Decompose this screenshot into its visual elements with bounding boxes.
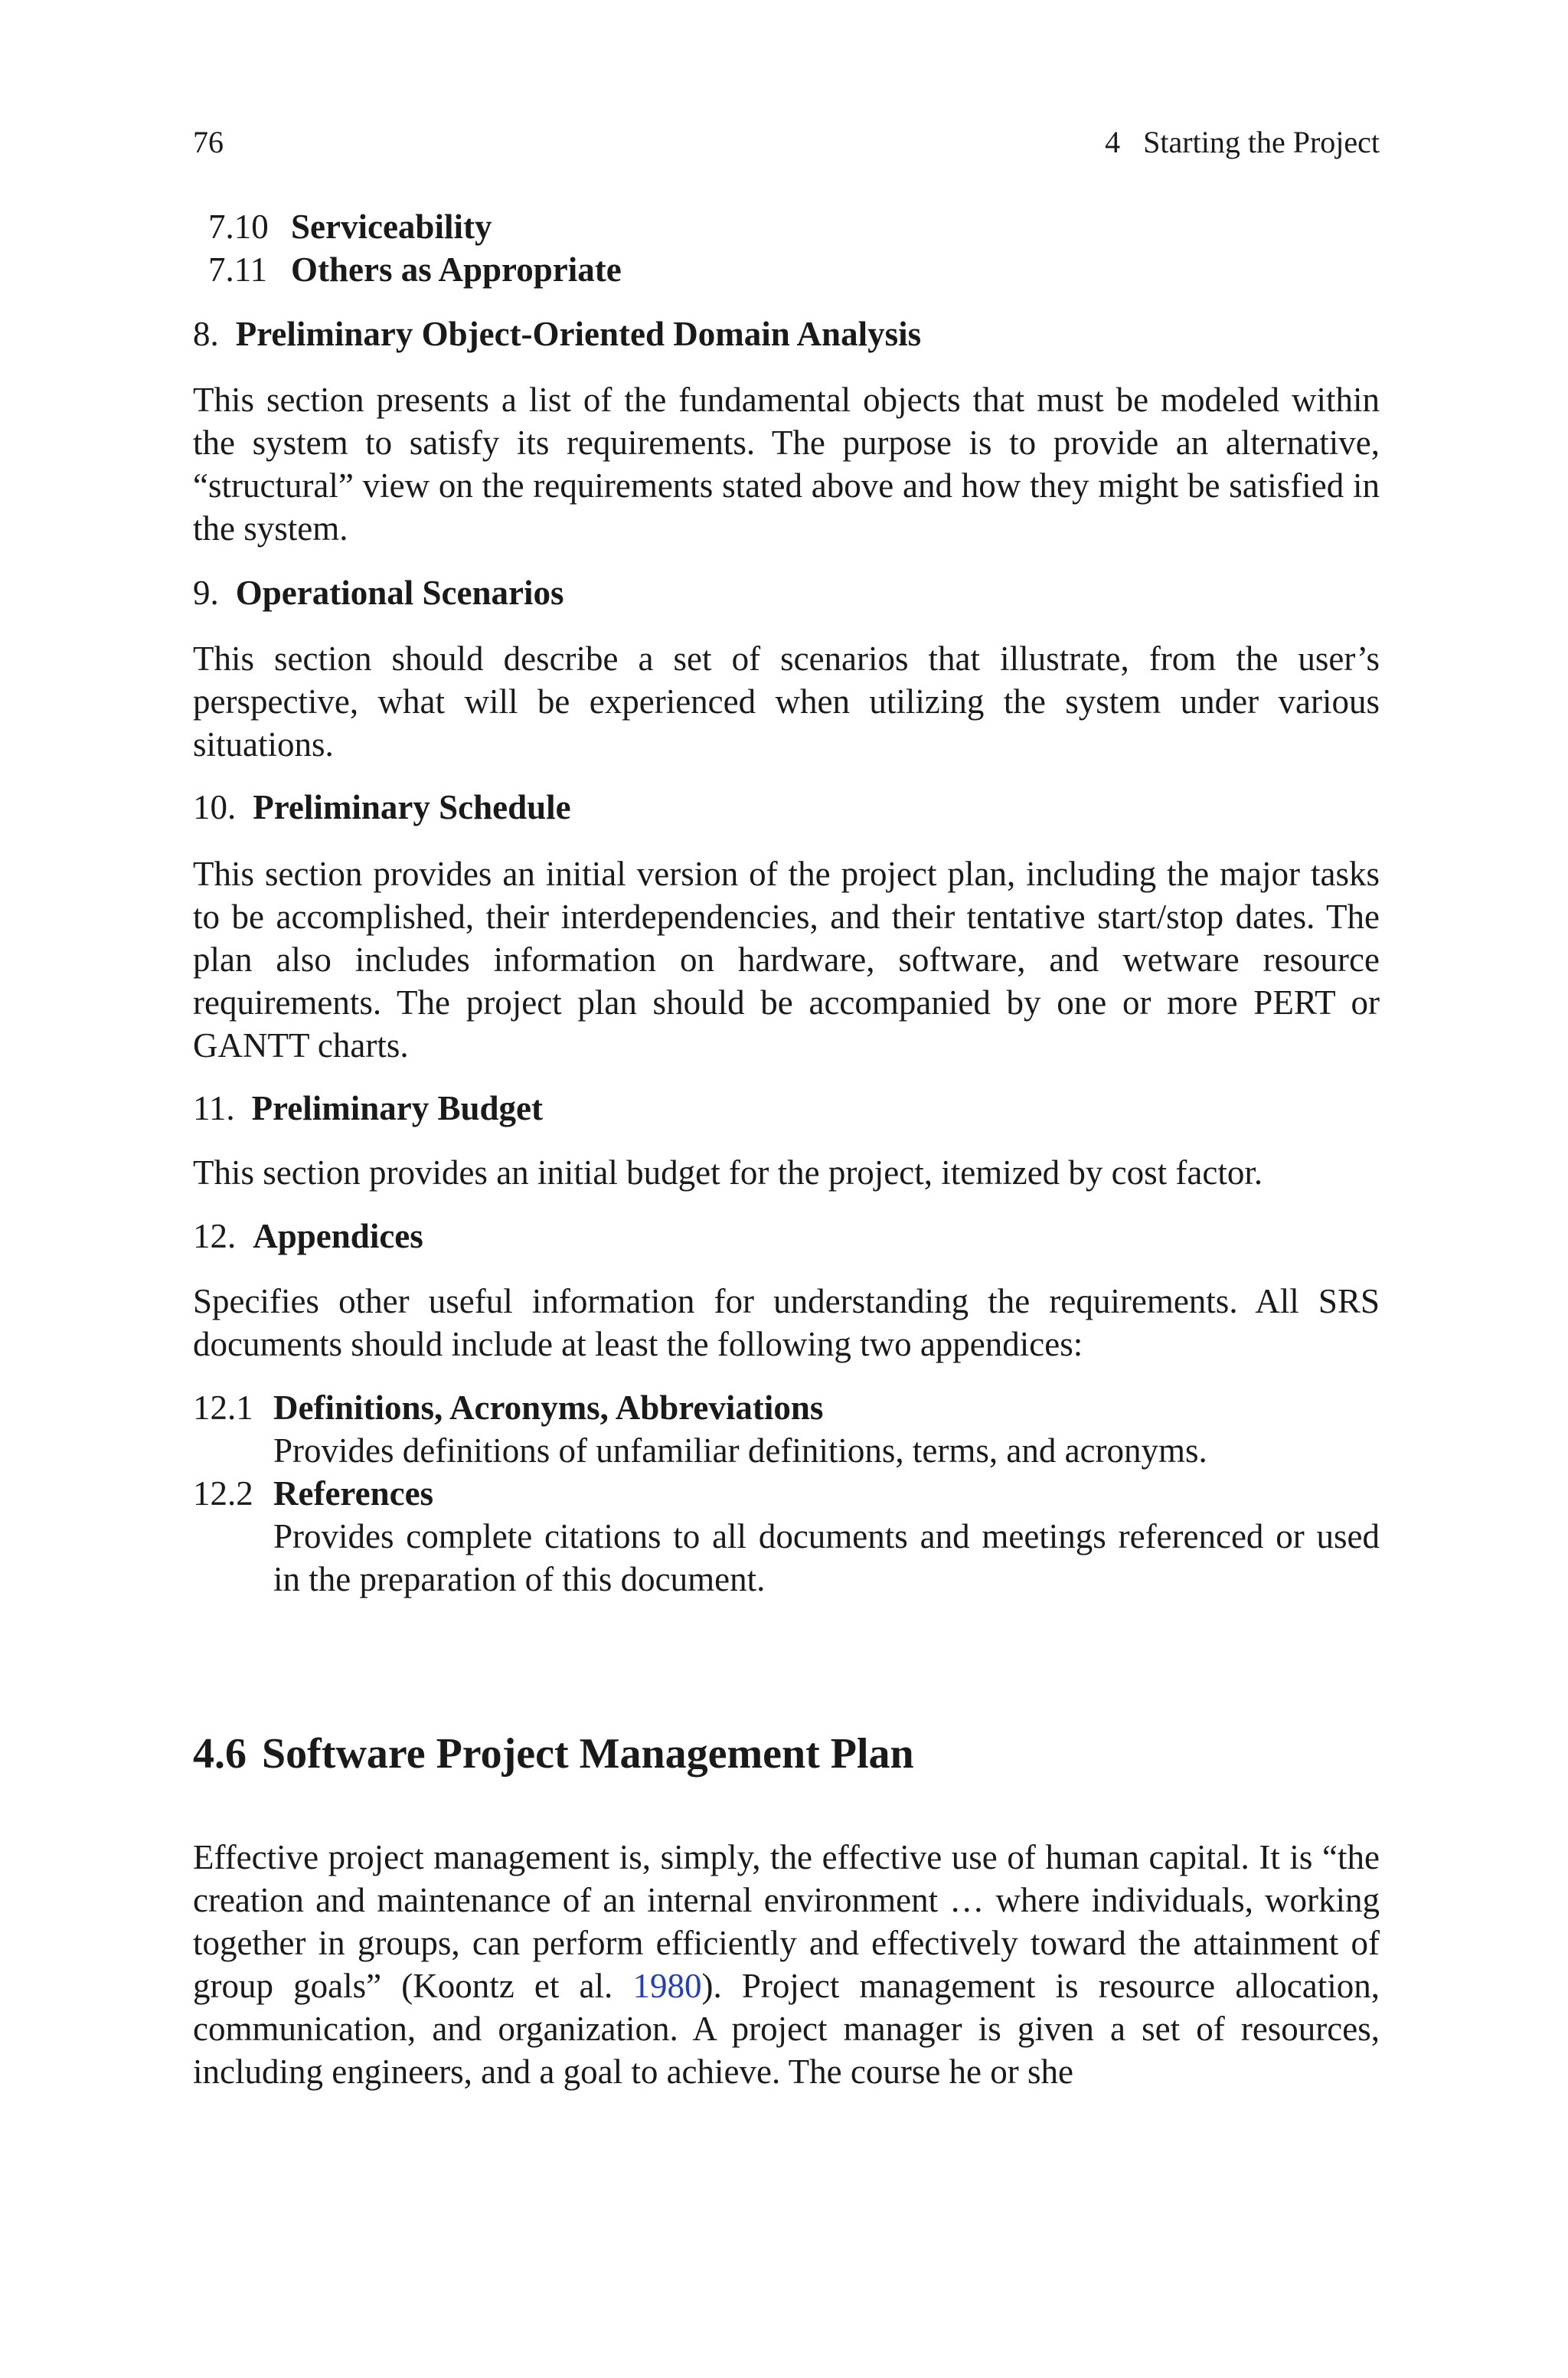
- heading-preliminary-schedule: [193, 786, 571, 829]
- subitem-serviceability: [208, 205, 492, 248]
- appendix-desc-references: Provides complete citations to all documents and meetings referenced or used in the preparation of this document.: [273, 1517, 1380, 1598]
- chapter-title: Starting the Project: [1143, 125, 1380, 159]
- heading-preliminary-budget: [193, 1087, 543, 1130]
- section-title: Software Project Management Plan: [262, 1730, 914, 1778]
- appendix-title-definitions: Definitions, Acronyms, Abbreviations: [273, 1389, 824, 1427]
- paragraph-preliminary-schedule: This section provides an initial version of the project plan, including the major tasks to be accomplished, their interdependencies, and their tentative start/stop dates. The plan also includes information on hardware, software, and wetware resource requirements. The project plan should be accompanied by one or more PERT or GANTT charts.: [193, 855, 1380, 1065]
- heading-number: 10.: [193, 788, 237, 826]
- paragraph-text: Effective project management is, simply, the effective use of human capital. It is “the creation and maintenance of an internal environment … where individuals, working together in groups, can perform efficiently and effectively toward the attainment of group goals” (Koontz et al.: [193, 1838, 1380, 2005]
- paragraph-preliminary-budget: This section provides an initial budget for the project, itemized by cost factor.: [193, 1153, 1263, 1192]
- appendix-title-references: References: [273, 1474, 434, 1513]
- heading-domain-analysis: [193, 312, 921, 355]
- heading-number: 12.: [193, 1217, 237, 1255]
- page-number: 76: [193, 125, 224, 159]
- paragraph-project-management: [193, 1836, 1380, 2093]
- heading-operational-scenarios: [193, 571, 564, 614]
- heading-number: 8.: [193, 315, 219, 353]
- heading-title: Operational Scenarios: [235, 574, 564, 612]
- section-heading-spmp: [193, 1729, 914, 1778]
- chapter-number: 4: [1105, 125, 1121, 159]
- heading-title: Preliminary Schedule: [253, 788, 571, 826]
- paragraph-text: ). Project management is resource allocation, communication, and organization. A project manager is given a set of resources, including engineers, and a goal to achieve. The course he or she: [193, 1967, 1380, 2091]
- paragraph-operational-scenarios: This section should describe a set of scenarios that illustrate, from the user’s perspective, what will be experienced when utilizing the system under various situations.: [193, 639, 1380, 764]
- subitem-number: 7.10: [208, 208, 269, 246]
- appendix-number: 12.1: [193, 1389, 253, 1427]
- running-head: [1105, 127, 1380, 158]
- subitem-title: Others as Appropriate: [291, 250, 622, 289]
- heading-number: 9.: [193, 574, 219, 612]
- heading-title: Preliminary Object-Oriented Domain Analysis: [235, 315, 922, 353]
- subitem-others: [208, 248, 622, 291]
- section-number: 4.6: [193, 1730, 247, 1778]
- appendix-number: 12.2: [193, 1474, 253, 1513]
- citation-link[interactable]: 1980: [632, 1967, 702, 2005]
- appendix-desc-definitions: Provides definitions of unfamiliar definitions, terms, and acronyms.: [273, 1431, 1207, 1470]
- heading-appendices: [193, 1215, 423, 1258]
- heading-number: 11.: [193, 1089, 235, 1127]
- heading-title: Preliminary Budget: [251, 1089, 543, 1127]
- subitem-title: Serviceability: [291, 208, 492, 246]
- subitem-number: 7.11: [208, 250, 268, 289]
- paragraph-domain-analysis: This section presents a list of the fundamental objects that must be modeled within the system to satisfy its requirements. The purpose is to provide an alternative, “structural” view on the requirements stated above and how they might be satisfied in the system.: [193, 381, 1380, 548]
- paragraph-appendices: Specifies other useful information for understanding the requirements. All SRS documents should include at least the following two appendices:: [193, 1282, 1380, 1363]
- heading-title: Appendices: [253, 1217, 423, 1255]
